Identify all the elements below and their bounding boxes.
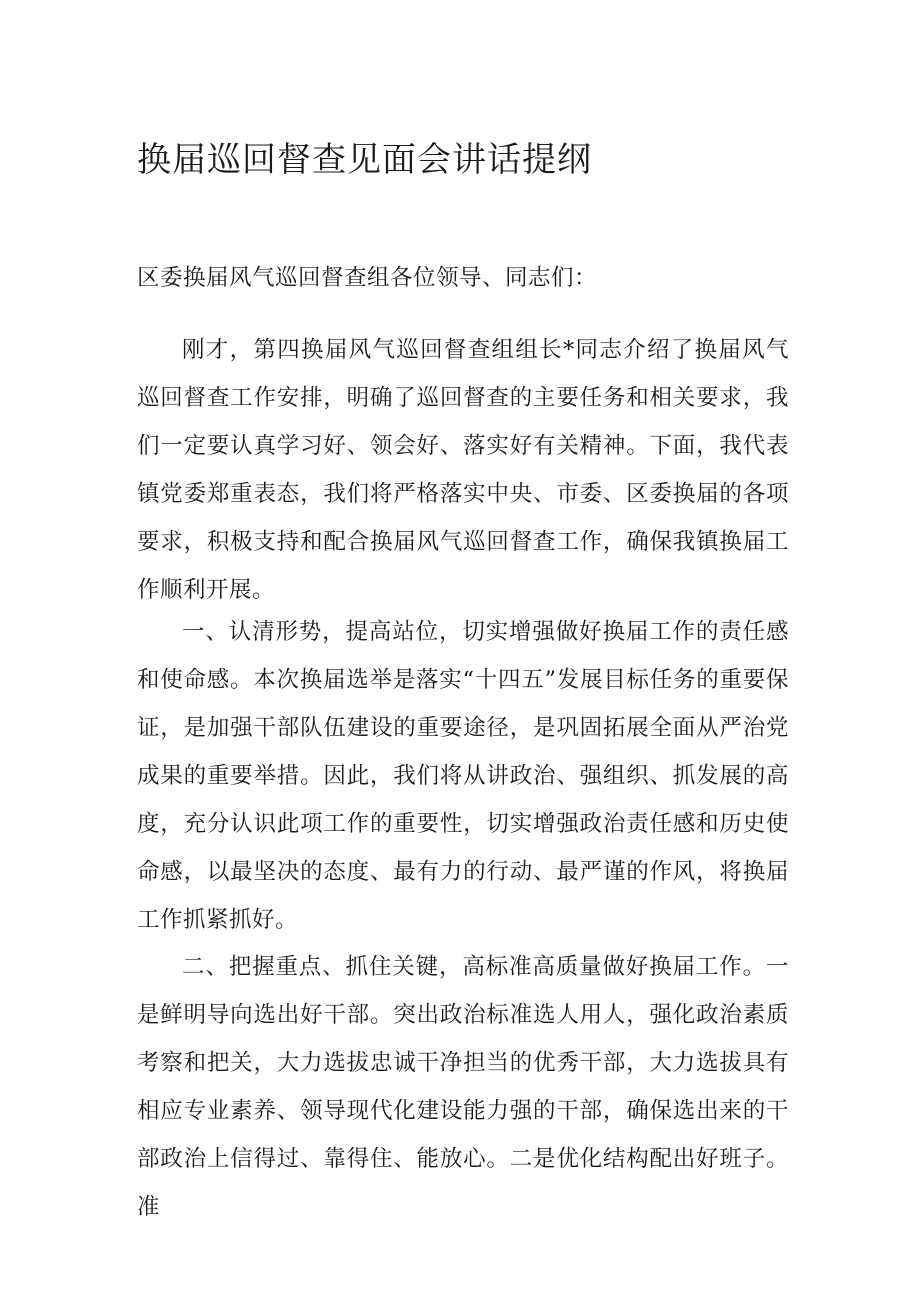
paragraph-section-one: 一、认清形势，提高站位，切实增强做好换届工作的责任感和使命感。本次换届选举是落实“十四五”发展目标任务的重要保证，是加强干部队伍建设的重要途径，是巩固拓展全面从严治党成果的重要举措。因此，我们将从讲政治、强组织、抓发展的高度，充分认识此项工作的重要性，切实增强政治责任感和历史使命感，以最坚决的态度、最有力的行动、最严谨的作风，将换届工作抓紧抓好。 <box>137 619 789 933</box>
paragraph-section-two: 二、把握重点、抓住关键，高标准高质量做好换届工作。一是鲜明导向选出好干部。突出政治标准选人用人，强化政治素质考察和把关，大力选拔忠诚干净担当的优秀干部，大力选拔具有相应专业素养、领导现代化建设能力强的干部，确保选出来的干部政治上信得过、靠得住、能放心。二是优化结构配出好班子。准 <box>137 954 789 1220</box>
paragraph-intro: 刚才，第四换届风气巡回督查组组长*同志介绍了换届风气巡回督查工作安排，明确了巡回督查的主要任务和相关要求，我们一定要认真学习好、领会好、落实好有关精神。下面，我代表镇党委郑重表态，我们将严格落实中央、市委、区委换届的各项要求，积极支持和配合换届风气巡回督查工作，确保我镇换届工作顺利开展。 <box>137 337 789 603</box>
document-title: 换届巡回督查见面会讲话提纲 <box>137 140 592 180</box>
salutation: 区委换届风气巡回督查组各位领导、同志们： <box>137 265 598 291</box>
